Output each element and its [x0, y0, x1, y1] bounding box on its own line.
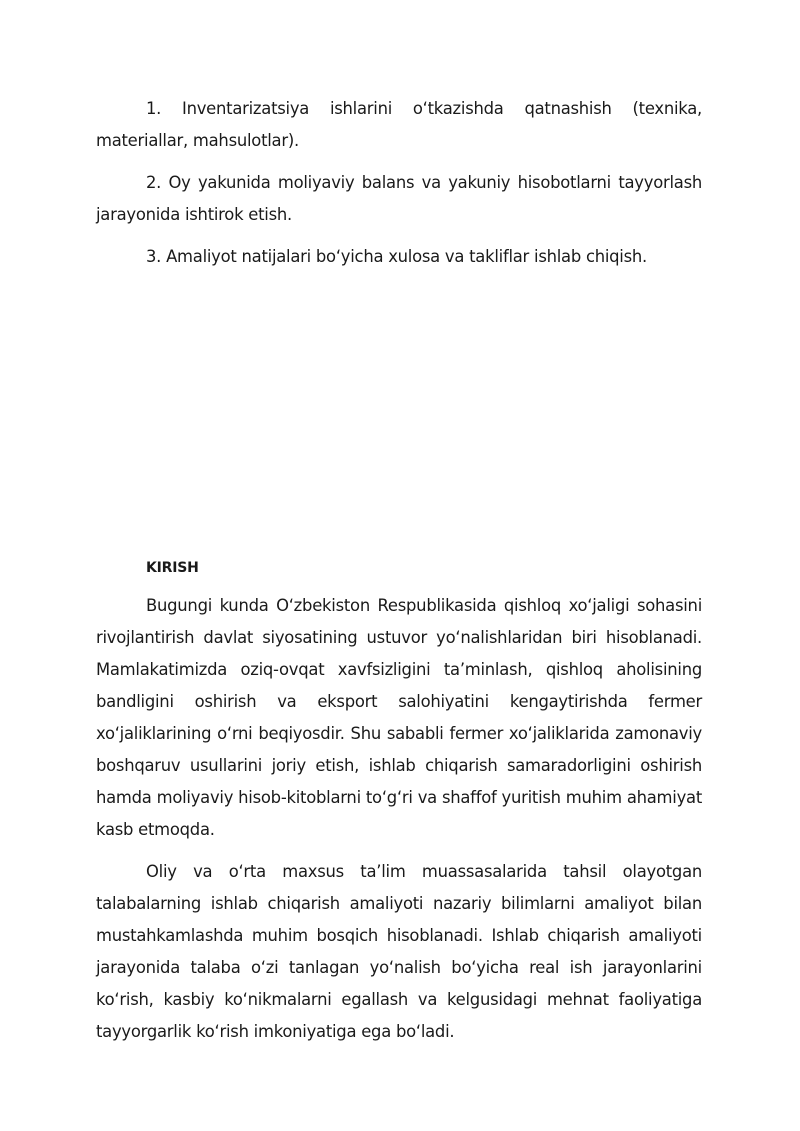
introduction-body	[96, 590, 702, 1058]
body-paragraph: Bugungi kunda O‘zbekiston Respublikasida qishloq xo‘jaligi sohasini rivojlantirish davlat siyosatining ustuvor yo‘nalishlaridan biri hisoblanadi. Mamlakatimizda oziq-ovqat xavfsizligini ta’minlash, qishloq aholisining bandligini oshirish va eksport salohiyatini kengaytirishda fermer xo‘jaliklarining o‘rni beqiyosdir. Shu sababli fermer xo‘jaliklarida zamonaviy boshqaruv usullarini joriy etish, ishlab chiqarish samaradorligini oshirish hamda moliyaviy hisob-kitoblarni to‘g‘ri va shaffof yuritish muhim ahamiyat kasb etmoqda.	[96, 596, 702, 839]
list-item: 2. Oy yakunida moliyaviy balans va yakuniy hisobotlarni tayyorlash jarayonida ishtirok etish.	[96, 173, 702, 224]
task-list	[96, 93, 702, 283]
list-item: 1. Inventarizatsiya ishlarini o‘tkazishda qatnashish (texnika, materiallar, mahsulotlar).	[96, 99, 702, 150]
list-item: 3. Amaliyot natijalari bo‘yicha xulosa va takliflar ishlab chiqish.	[146, 247, 648, 266]
body-paragraph: Oliy va o‘rta maxsus ta’lim muassasalarida tahsil olayotgan talabalarning ishlab chiqarish amaliyoti nazariy bilimlarni amaliyot bilan mustahkamlashda muhim bosqich hisoblanadi. Ishlab chiqarish amaliyoti jarayonida talaba o‘zi tanlagan yo‘nalish bo‘yicha real ish jarayonlarini ko‘rish, kasbiy ko‘nikmalarni egallash va kelgusidagi mehnat faoliyatiga tayyorgarlik ko‘rish imkoniyatiga ega bo‘ladi.	[96, 862, 702, 1041]
section-heading: KIRISH	[146, 560, 199, 576]
